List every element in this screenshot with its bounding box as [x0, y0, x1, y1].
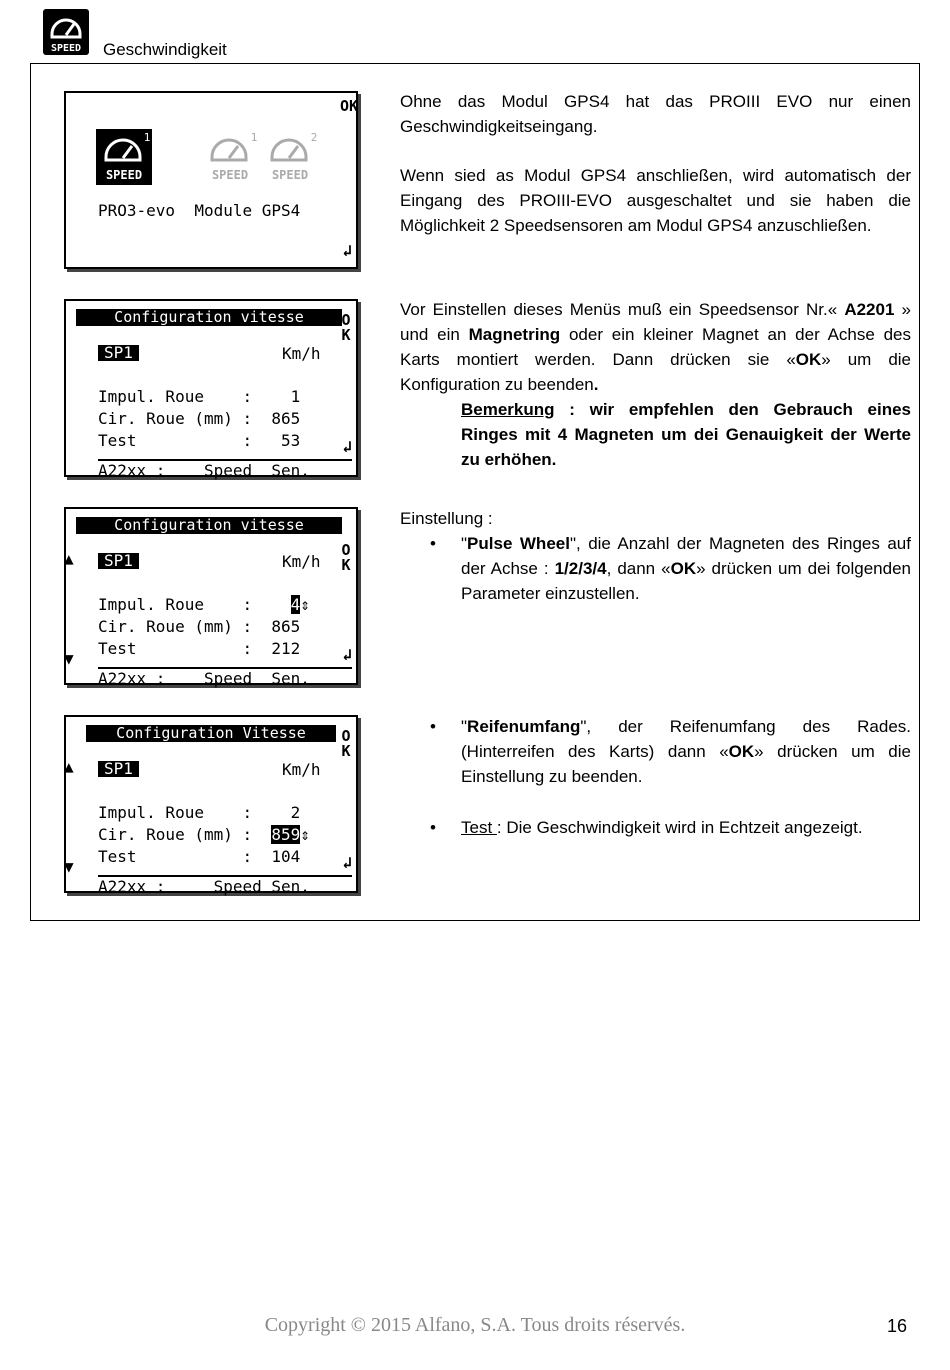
return-arrow-icon: ↲	[342, 437, 352, 456]
text-block-gps4	[400, 89, 911, 238]
copyright: Copyright © 2015 Alfano, S.A. Tous droits réservés.	[264, 1314, 686, 1336]
circumference-row: Cir. Roue (mm) : 865	[98, 409, 301, 428]
speed-icon-gps4-1	[206, 129, 264, 191]
ok-label: OK	[340, 97, 359, 115]
lcd-screen-config-2	[64, 507, 358, 688]
ok-label: O K	[341, 541, 351, 574]
svg-text:SPEED: SPEED	[211, 168, 249, 182]
ok-label: O K	[341, 727, 351, 760]
pulse-row: Impul. Roue : 1	[98, 387, 301, 406]
text-block-prereq	[400, 297, 911, 472]
item-test: Test : Die Geschwindigkeit wird in Echtzeit angezeigt.	[461, 818, 863, 837]
up-down-icon: ⇕	[300, 595, 310, 614]
pulse-row: Impul. Roue : 2	[98, 803, 301, 822]
bullet: •	[430, 717, 436, 736]
circumference-row: Cir. Roue (mm) : 865	[98, 617, 301, 636]
page-number: 16	[887, 1316, 908, 1336]
up-arrow-icon: ▲	[64, 549, 74, 568]
sensor-label: SP1	[98, 761, 139, 777]
paragraph: Ohne das Modul GPS4 hat das PROIII EVO nur einen Geschwindigkeitseingang.	[400, 92, 911, 136]
svg-text:2: 2	[310, 131, 318, 144]
up-down-icon: ⇕	[300, 825, 310, 844]
lcd-screen-config-3	[64, 715, 358, 896]
return-arrow-icon: ↲	[342, 853, 352, 872]
sensor-footer: A22xx : Speed Sen.	[98, 667, 352, 688]
module-caption: PRO3-evo Module GPS4	[98, 201, 301, 220]
pulse-value-selected[interactable]: 4	[290, 595, 301, 614]
speed-gauge-icon	[43, 9, 89, 55]
note: Bemerkung : wir empfehlen den Gebrauch eines Ringes mit 4 Magneten um dei Genauigkeit der Werte zu erhöhen.	[461, 400, 912, 469]
down-arrow-icon: ▼	[64, 649, 74, 668]
lcd-screen-module-select	[64, 91, 358, 269]
pulse-row: Impul. Roue : 4⇕	[98, 595, 310, 614]
unit-label: Km/h	[282, 344, 321, 363]
screen-header: Configuration vitesse	[76, 517, 342, 534]
return-arrow-icon: ↲	[342, 645, 352, 664]
test-row: Test : 212	[98, 639, 301, 658]
return-arrow-icon: ↲	[342, 241, 352, 260]
screen-header: Configuration vitesse	[76, 309, 342, 326]
svg-text:SPEED: SPEED	[105, 168, 143, 182]
circumference-row: Cir. Roue (mm) : 859⇕	[98, 825, 310, 844]
item-pulse-wheel: "Pulse Wheel", die Anzahl der Magneten des Ringes auf der Achse : 1/2/3/4, dann «OK» drücken um dei folgenden Parameter einzustellen.	[461, 534, 911, 603]
settings-title: Einstellung :	[400, 509, 493, 528]
screen-header: Configuration Vitesse	[86, 725, 336, 742]
down-arrow-icon: ▼	[64, 857, 74, 876]
test-row: Test : 104	[98, 847, 301, 866]
sensor-label: SP1	[98, 553, 139, 569]
bullet: •	[430, 818, 436, 837]
unit-label: Km/h	[282, 760, 321, 779]
paragraph: Wenn sied as Modul GPS4 anschließen, wird automatisch der Eingang des PROIII-EVO ausgeschaltet und sie haben die Möglichkeit 2 Speedsensoren am Modul GPS4 anzuschließen.	[400, 166, 911, 235]
circumference-value-selected[interactable]: 859	[271, 825, 301, 844]
sensor-footer: A22xx : Speed Sen.	[98, 875, 352, 896]
ok-label: O K	[341, 311, 351, 344]
svg-text:1: 1	[143, 131, 151, 144]
svg-text:SPEED: SPEED	[271, 168, 309, 182]
speed-icon-selected	[96, 129, 154, 191]
speed-icon-gps4-2	[266, 129, 324, 191]
sensor-label: SP1	[98, 345, 139, 361]
page-title: Geschwindigkeit	[103, 40, 227, 59]
paragraph: Vor Einstellen dieses Menüs muß ein Speedsensor Nr.« A2201 » und ein Magnetring oder ein kleiner Magnet an der Achse des Karts montiert werden. Dann drücken sie «OK» um die Konfiguration zu beenden.	[400, 300, 912, 394]
bullet: •	[430, 534, 436, 553]
svg-text:SPEED: SPEED	[50, 43, 82, 54]
unit-label: Km/h	[282, 552, 321, 571]
item-reifenumfang: "Reifenumfang", der Reifenumfang des Rades. (Hinterreifen des Karts) dann «OK» drücken um die Einstellung zu beenden.	[461, 717, 911, 786]
up-arrow-icon: ▲	[64, 757, 74, 776]
test-row: Test : 53	[98, 431, 301, 450]
sensor-footer: A22xx : Speed Sen.	[98, 459, 352, 480]
svg-text:1: 1	[250, 131, 258, 144]
lcd-screen-config-1	[64, 299, 358, 480]
